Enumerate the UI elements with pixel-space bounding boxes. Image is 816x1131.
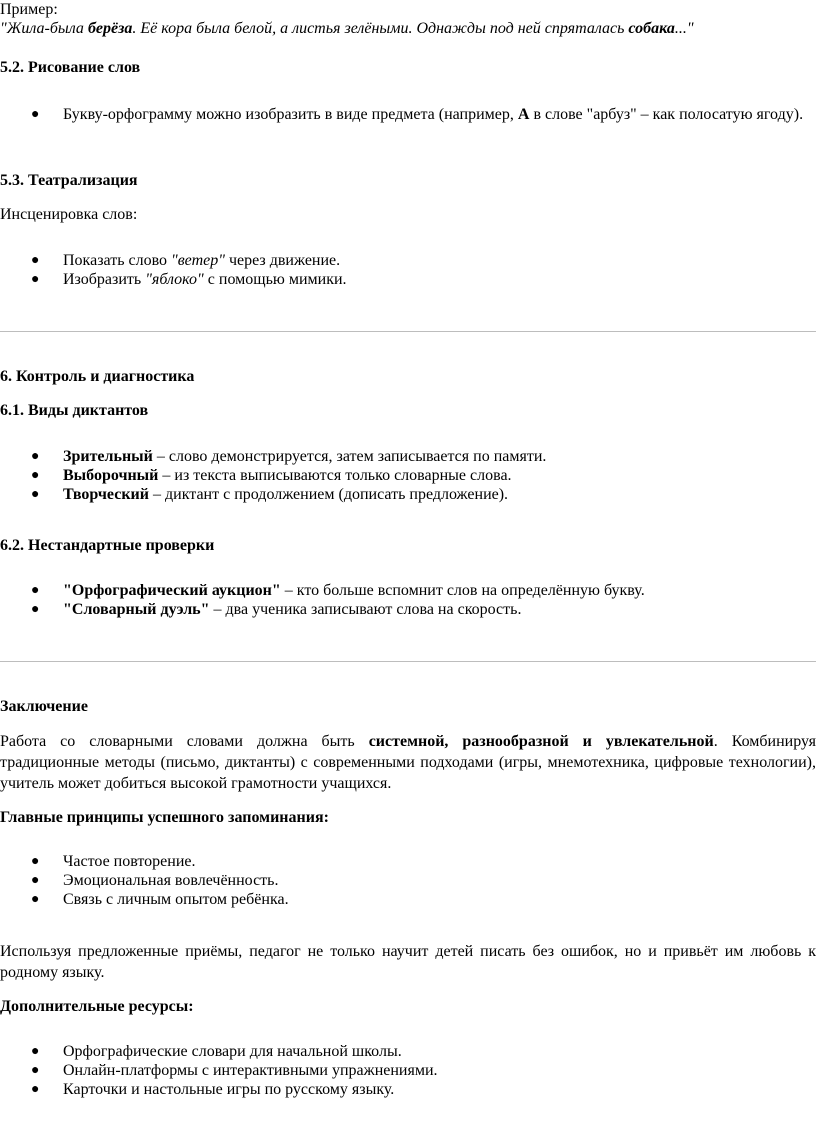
bullet-icon: ● xyxy=(31,1082,40,1097)
example-quote xyxy=(0,19,816,38)
bullet-icon: ● xyxy=(31,1063,40,1078)
drawing-item-text-before: Букву-орфограмму можно изобразить в виде предмета (например, xyxy=(63,106,518,123)
dictation-desc: – диктант с продолжением (дописать предложение). xyxy=(148,486,509,503)
list-item xyxy=(0,1061,816,1080)
bullet-icon: ● xyxy=(31,253,40,268)
heading-resources: Дополнительные ресурсы: xyxy=(0,998,194,1015)
principle-text: Эмоциональная вовлечённость. xyxy=(63,872,279,889)
theater-list xyxy=(0,251,816,289)
horizontal-divider xyxy=(0,661,816,662)
list-item xyxy=(0,581,816,600)
example-word-birch: берёза xyxy=(87,20,133,37)
dictation-desc: – слово демонстрируется, затем записывается по памяти. xyxy=(152,448,547,465)
list-item xyxy=(0,1080,816,1099)
theater-item-word: "ветер" xyxy=(171,252,225,269)
closing-paragraph: Используя предложенные приёмы, педагог не только научит детей писать без ошибок, но и привьёт им любовь к родному языку. xyxy=(0,943,816,981)
principle-text: Связь с личным опытом ребёнка. xyxy=(63,891,289,908)
resource-text: Онлайн-платформы с интерактивными упражнениями. xyxy=(63,1062,438,1079)
resource-text: Карточки и настольные игры по русскому языку. xyxy=(63,1081,395,1098)
bullet-icon: ● xyxy=(31,107,40,122)
example-quote-open: "Жила-была xyxy=(0,20,88,37)
list-item xyxy=(0,871,816,890)
dictation-term: Выборочный xyxy=(63,467,159,484)
heading-checks: 6.2. Нестандартные проверки xyxy=(0,537,215,554)
list-item xyxy=(0,251,816,270)
principle-text: Частое повторение. xyxy=(63,853,196,870)
list-item xyxy=(0,890,816,909)
bullet-icon: ● xyxy=(31,468,40,483)
horizontal-divider xyxy=(0,331,816,332)
conclusion-paragraph xyxy=(0,731,816,794)
bullet-icon: ● xyxy=(31,449,40,464)
bullet-icon: ● xyxy=(31,1044,40,1059)
list-item xyxy=(0,852,816,871)
theater-intro: Инсценировка слов: xyxy=(0,206,138,223)
conclusion-text-after: . Комбинируя традиционные методы (письмо, диктанты) с современными подходами (игры, мнемотехника, цифровые технологии), учитель может добиться высокой грамотности учащихся. xyxy=(0,733,816,792)
bullet-icon: ● xyxy=(31,272,40,287)
list-item xyxy=(0,270,816,289)
bullet-icon: ● xyxy=(31,487,40,502)
example-quote-middle: . Её кора была белой, а листья зелёными. Однажды под ней спряталась xyxy=(132,20,629,37)
check-term: "Словарный дуэль" xyxy=(63,601,210,618)
heading-control: 6. Контроль и диагностика xyxy=(0,368,195,385)
example-label: Пример: xyxy=(0,1,58,18)
list-item xyxy=(0,1042,816,1061)
resources-list xyxy=(0,1042,816,1099)
list-item xyxy=(0,485,816,504)
heading-drawing-words: 5.2. Рисование слов xyxy=(0,59,141,76)
conclusion-text-bold: системной, разнообразной и увлекательной xyxy=(368,733,714,750)
dictation-term: Творческий xyxy=(63,486,149,503)
bullet-icon: ● xyxy=(31,892,40,907)
principles-list xyxy=(0,852,816,909)
check-desc: – два ученика записывают слова на скорость. xyxy=(209,601,522,618)
theater-item-before: Показать слово xyxy=(63,252,172,269)
heading-principles: Главные принципы успешного запоминания: xyxy=(0,809,329,826)
theater-item-after: с помощью мимики. xyxy=(203,271,347,288)
dictations-list xyxy=(0,447,816,504)
dictation-term: Зрительный xyxy=(63,448,153,465)
drawing-list xyxy=(0,105,816,124)
heading-conclusion: Заключение xyxy=(0,698,88,715)
bullet-icon: ● xyxy=(31,854,40,869)
drawing-item-bold-letter: А xyxy=(517,106,530,123)
heading-theater: 5.3. Театрализация xyxy=(0,172,138,189)
bullet-icon: ● xyxy=(31,602,40,617)
list-item xyxy=(0,105,816,124)
example-word-dog: собака xyxy=(628,20,675,37)
list-item xyxy=(0,447,816,466)
theater-item-after: через движение. xyxy=(224,252,341,269)
theater-item-word: "яблоко" xyxy=(145,271,204,288)
conclusion-text-before: Работа со словарными словами должна быть xyxy=(0,733,369,750)
heading-dictations: 6.1. Виды диктантов xyxy=(0,402,149,419)
list-item xyxy=(0,466,816,485)
check-term: "Орфографический аукцион" xyxy=(63,582,281,599)
theater-item-before: Изобразить xyxy=(63,271,146,288)
checks-list xyxy=(0,581,816,619)
example-quote-close: ..." xyxy=(674,20,694,37)
check-desc: – кто больше вспомнит слов на определённую букву. xyxy=(280,582,645,599)
dictation-desc: – из текста выписываются только словарные слова. xyxy=(158,467,512,484)
drawing-item-text-after: в слове "арбуз" – как полосатую ягоду). xyxy=(529,106,804,123)
bullet-icon: ● xyxy=(31,873,40,888)
resource-text: Орфографические словари для начальной школы. xyxy=(63,1043,402,1060)
bullet-icon: ● xyxy=(31,583,40,598)
list-item xyxy=(0,600,816,619)
